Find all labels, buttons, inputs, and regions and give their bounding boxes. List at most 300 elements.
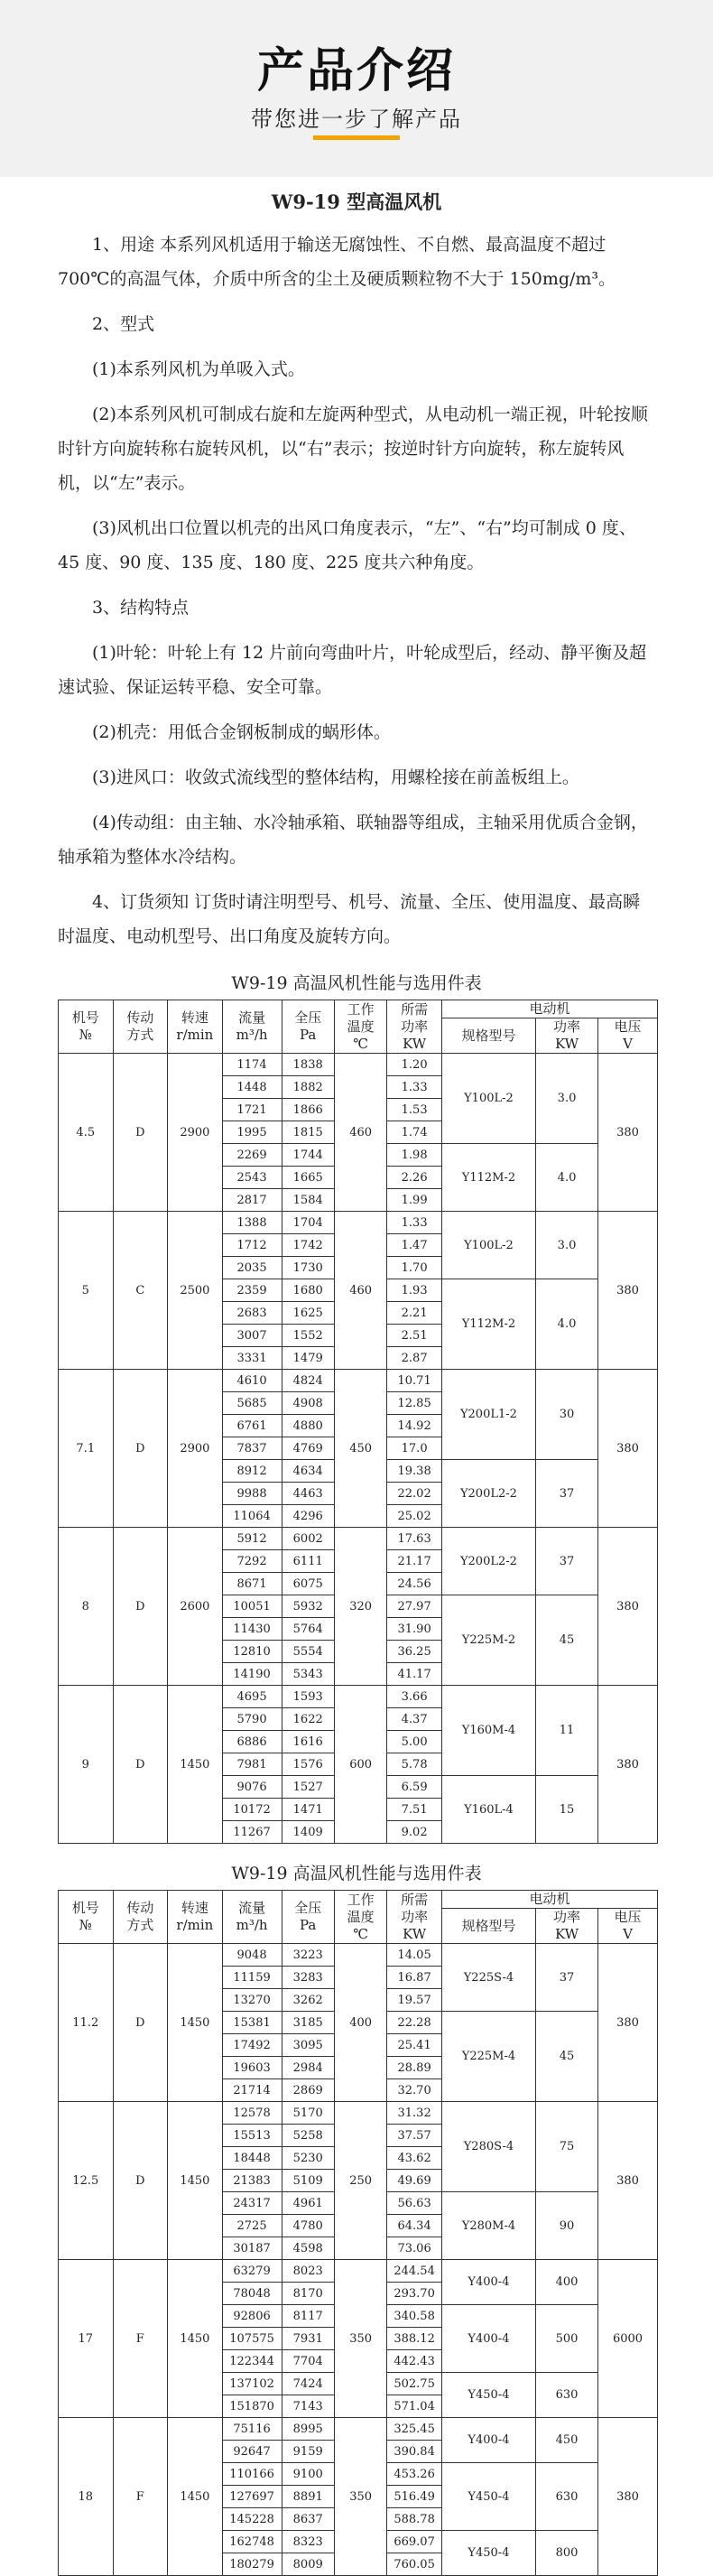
cell-pressure: 4463 xyxy=(282,1483,334,1505)
cell-temp: 460 xyxy=(334,1212,386,1370)
cell-power: 64.34 xyxy=(387,2215,442,2237)
cell-flow: 9048 xyxy=(222,1944,282,1967)
cell-motor-model: Y400-4 xyxy=(441,2305,535,2373)
cell-pressure: 5343 xyxy=(282,1663,334,1686)
cell-power: 19.57 xyxy=(387,1989,442,2012)
cell-temp: 400 xyxy=(334,1944,386,2102)
cell-power: 390.84 xyxy=(387,2441,442,2463)
cell-pressure: 3095 xyxy=(282,2034,334,2057)
cell-flow: 180279 xyxy=(222,2553,282,2576)
cell-pressure: 6111 xyxy=(282,1550,334,1573)
cell-flow: 15381 xyxy=(222,2012,282,2034)
table-row xyxy=(59,1370,658,1392)
cell-motor-kw: 37 xyxy=(536,1528,598,1595)
cell-motor-model: Y100L-2 xyxy=(441,1212,535,1279)
cell-flow: 8671 xyxy=(222,1573,282,1595)
cell-power: 388.12 xyxy=(387,2328,442,2350)
cell-power: 1.98 xyxy=(387,1144,442,1167)
cell-motor-kw: 37 xyxy=(536,1944,598,2012)
cell-motor-model: Y450-4 xyxy=(441,2373,535,2418)
cell-motor-model: Y225M-4 xyxy=(441,2012,535,2102)
cell-flow: 9076 xyxy=(222,1776,282,1799)
page-subtitle: 带您进一步了解产品 xyxy=(251,107,462,132)
cell-flow: 1995 xyxy=(222,1121,282,1144)
cell-power: 2.26 xyxy=(387,1167,442,1189)
cell-power: 1.70 xyxy=(387,1257,442,1279)
cell-flow: 11064 xyxy=(222,1505,282,1528)
cell-flow: 162748 xyxy=(222,2531,282,2553)
cell-flow: 2543 xyxy=(222,1167,282,1189)
cell-power: 73.06 xyxy=(387,2237,442,2260)
cell-power: 32.70 xyxy=(387,2079,442,2102)
paragraph: (3)进风口：收敛式流线型的整体结构，用螺栓接在前盖板组上。 xyxy=(92,767,579,787)
cell-flow: 7837 xyxy=(222,1437,282,1460)
cell-voltage: 6000 xyxy=(598,2260,658,2418)
cell-flow: 19603 xyxy=(222,2057,282,2079)
cell-power: 1.53 xyxy=(387,1099,442,1121)
cell-power: 41.17 xyxy=(387,1663,442,1686)
col-header-speed: 转速 r/min xyxy=(168,1891,223,1944)
cell-speed: 2900 xyxy=(168,1054,223,1212)
cell-flow: 6761 xyxy=(222,1415,282,1437)
paragraph: (2)本系列风机可制成右旋和左旋两种型式，从电动机一端正视，叶轮按顺时针方向旋转称右旋转风机，以“右”表示；按逆时针方向旋转，称左旋转风机，以“左”表示。 xyxy=(58,405,648,493)
cell-pressure: 2869 xyxy=(282,2079,334,2102)
cell-voltage: 380 xyxy=(598,1054,658,1212)
cell-pressure: 3262 xyxy=(282,1989,334,2012)
cell-pressure: 6075 xyxy=(282,1573,334,1595)
cell-flow: 145228 xyxy=(222,2508,282,2531)
cell-flow: 10172 xyxy=(222,1799,282,1821)
cell-voltage: 380 xyxy=(598,1528,658,1686)
cell-speed: 1450 xyxy=(168,2260,223,2418)
paragraph: 1、用途 本系列风机适用于输送无腐蚀性、不自燃、最高温度不超过 700℃的高温气体，介质中所含的尘土及硬质颗粒物不大于 150mg/m³。 xyxy=(58,235,616,289)
table-row xyxy=(59,1054,658,1076)
cell-drive: D xyxy=(113,2102,168,2260)
accent-bar xyxy=(313,135,400,140)
col-header-volt: 电压 V xyxy=(598,1909,658,1944)
cell-speed: 2600 xyxy=(168,1528,223,1686)
col-header-speed: 转速 r/min xyxy=(168,1000,223,1054)
cell-flow: 21383 xyxy=(222,2170,282,2192)
cell-power: 22.02 xyxy=(387,1483,442,1505)
table-title: W9-19 高温风机性能与选用件表 xyxy=(231,1864,482,1883)
cell-drive: F xyxy=(113,2418,168,2576)
cell-pressure: 1584 xyxy=(282,1189,334,1212)
cell-voltage: 380 xyxy=(598,1944,658,2102)
cell-flow: 15513 xyxy=(222,2125,282,2147)
col-header-temp: 工作 温度 ℃ xyxy=(334,1891,386,1944)
header-row xyxy=(59,1891,658,1909)
table-row xyxy=(59,1944,658,1967)
cell-motor-model: Y280M-4 xyxy=(441,2192,535,2260)
document-body xyxy=(58,228,655,953)
cell-power: 2.51 xyxy=(387,1325,442,1347)
cell-pressure: 1744 xyxy=(282,1144,334,1167)
cell-pressure: 1576 xyxy=(282,1753,334,1776)
cell-flow: 11430 xyxy=(222,1618,282,1641)
cell-pressure: 1409 xyxy=(282,1821,334,1844)
paragraph: (4)传动组：由主轴、水冷轴承箱、联轴器等组成，主轴采用优质合金钢，轴承箱为整体水冷结构。 xyxy=(58,813,648,867)
cell-power: 19.38 xyxy=(387,1460,442,1483)
cell-motor-kw: 15 xyxy=(536,1776,598,1844)
cell-drive: D xyxy=(113,1528,168,1686)
cell-machine-no: 5 xyxy=(59,1212,114,1370)
cell-flow: 127697 xyxy=(222,2486,282,2508)
cell-flow: 3331 xyxy=(222,1347,282,1370)
cell-power: 1.20 xyxy=(387,1054,442,1076)
cell-power: 9.02 xyxy=(387,1821,442,1844)
cell-pressure: 5109 xyxy=(282,2170,334,2192)
col-header-pressure: 全压 Pa xyxy=(282,1891,334,1944)
cell-pressure: 9100 xyxy=(282,2463,334,2486)
cell-flow: 14190 xyxy=(222,1663,282,1686)
cell-power: 31.90 xyxy=(387,1618,442,1641)
cell-pressure: 3185 xyxy=(282,2012,334,2034)
col-header-no: 机号 № xyxy=(59,1000,114,1054)
cell-power: 2.21 xyxy=(387,1302,442,1325)
paragraph: 3、结构特点 xyxy=(92,598,190,618)
cell-pressure: 2984 xyxy=(282,2057,334,2079)
cell-power: 760.05 xyxy=(387,2553,442,2576)
cell-motor-kw: 500 xyxy=(536,2305,598,2373)
cell-power: 7.51 xyxy=(387,1799,442,1821)
cell-flow: 2817 xyxy=(222,1189,282,1212)
cell-machine-no: 11.2 xyxy=(59,1944,114,2102)
cell-motor-kw: 45 xyxy=(536,1595,598,1686)
cell-pressure: 1704 xyxy=(282,1212,334,1234)
cell-power: 340.58 xyxy=(387,2305,442,2328)
cell-machine-no: 7.1 xyxy=(59,1370,114,1528)
cell-flow: 5685 xyxy=(222,1392,282,1415)
cell-motor-kw: 45 xyxy=(536,2012,598,2102)
col-header-kw: 功率 KW xyxy=(536,1018,598,1054)
cell-pressure: 7143 xyxy=(282,2395,334,2418)
cell-flow: 1712 xyxy=(222,1234,282,1257)
cell-drive: D xyxy=(113,1686,168,1844)
cell-pressure: 5170 xyxy=(282,2102,334,2125)
cell-motor-kw: 450 xyxy=(536,2418,598,2463)
cell-pressure: 9159 xyxy=(282,2441,334,2463)
cell-flow: 1721 xyxy=(222,1099,282,1121)
cell-flow: 1174 xyxy=(222,1054,282,1076)
cell-power: 17.0 xyxy=(387,1437,442,1460)
cell-power: 1.74 xyxy=(387,1121,442,1144)
cell-power: 14.05 xyxy=(387,1944,442,1967)
cell-flow: 8912 xyxy=(222,1460,282,1483)
cell-power: 453.26 xyxy=(387,2463,442,2486)
cell-flow: 1448 xyxy=(222,1076,282,1099)
cell-pressure: 8637 xyxy=(282,2508,334,2531)
cell-pressure: 4598 xyxy=(282,2237,334,2260)
table-row xyxy=(59,1528,658,1550)
cell-motor-kw: 90 xyxy=(536,2192,598,2260)
col-header-motor: 电动机 xyxy=(441,1000,657,1018)
cell-power: 5.00 xyxy=(387,1731,442,1753)
cell-motor-kw: 630 xyxy=(536,2463,598,2531)
cell-speed: 1450 xyxy=(168,1686,223,1844)
cell-flow: 13270 xyxy=(222,1989,282,2012)
paragraph: (1)本系列风机为单吸入式。 xyxy=(92,359,305,379)
cell-flow: 2359 xyxy=(222,1279,282,1302)
cell-pressure: 3283 xyxy=(282,1967,334,1989)
col-header-drive: 传动 方式 xyxy=(113,1891,168,1944)
cell-pressure: 4824 xyxy=(282,1370,334,1392)
cell-power: 22.28 xyxy=(387,2012,442,2034)
cell-voltage: 380 xyxy=(598,1370,658,1528)
cell-power: 5.78 xyxy=(387,1753,442,1776)
cell-flow: 63279 xyxy=(222,2260,282,2283)
cell-pressure: 7424 xyxy=(282,2373,334,2395)
cell-pressure: 1593 xyxy=(282,1686,334,1708)
cell-pressure: 5230 xyxy=(282,2147,334,2170)
cell-motor-model: Y225M-2 xyxy=(441,1595,535,1686)
cell-power: 43.62 xyxy=(387,2147,442,2170)
document-title: W9-19 型高温风机 xyxy=(271,191,442,213)
cell-flow: 24317 xyxy=(222,2192,282,2215)
cell-pressure: 8323 xyxy=(282,2531,334,2553)
cell-power: 36.25 xyxy=(387,1641,442,1663)
cell-motor-kw: 4.0 xyxy=(536,1144,598,1212)
table-row xyxy=(59,1686,658,1708)
product-document xyxy=(0,188,713,2576)
cell-flow: 11267 xyxy=(222,1821,282,1844)
cell-temp: 350 xyxy=(334,2260,386,2418)
cell-drive: D xyxy=(113,1944,168,2102)
cell-motor-model: Y225S-4 xyxy=(441,1944,535,2012)
cell-pressure: 8170 xyxy=(282,2283,334,2305)
cell-flow: 2269 xyxy=(222,1144,282,1167)
cell-pressure: 4961 xyxy=(282,2192,334,2215)
cell-power: 25.41 xyxy=(387,2034,442,2057)
cell-power: 3.66 xyxy=(387,1686,442,1708)
cell-motor-model: Y112M-2 xyxy=(441,1144,535,1212)
cell-motor-kw: 4.0 xyxy=(536,1279,598,1370)
cell-power: 4.37 xyxy=(387,1708,442,1731)
table-title: W9-19 高温风机性能与选用件表 xyxy=(231,973,482,993)
cell-pressure: 1665 xyxy=(282,1167,334,1189)
cell-flow: 107575 xyxy=(222,2328,282,2350)
cell-pressure: 4296 xyxy=(282,1505,334,1528)
cell-pressure: 4880 xyxy=(282,1415,334,1437)
cell-flow: 4610 xyxy=(222,1370,282,1392)
col-header-power: 所需 功率 KW xyxy=(387,1891,442,1944)
cell-motor-model: Y200L2-2 xyxy=(441,1460,535,1528)
cell-power: 1.93 xyxy=(387,1279,442,1302)
cell-flow: 9988 xyxy=(222,1483,282,1505)
col-header-flow: 流量 m³/h xyxy=(222,1891,282,1944)
cell-power: 25.02 xyxy=(387,1505,442,1528)
cell-speed: 2900 xyxy=(168,1370,223,1528)
cell-flow: 110166 xyxy=(222,2463,282,2486)
cell-speed: 1450 xyxy=(168,2418,223,2576)
cell-pressure: 1527 xyxy=(282,1776,334,1799)
table-row xyxy=(59,1212,658,1234)
col-header-power: 所需 功率 KW xyxy=(387,1000,442,1054)
cell-flow: 122344 xyxy=(222,2350,282,2373)
cell-power: 31.32 xyxy=(387,2102,442,2125)
cell-flow: 11159 xyxy=(222,1967,282,1989)
cell-motor-model: Y112M-2 xyxy=(441,1279,535,1370)
cell-flow: 12810 xyxy=(222,1641,282,1663)
cell-temp: 320 xyxy=(334,1528,386,1686)
cell-power: 6.59 xyxy=(387,1776,442,1799)
cell-temp: 600 xyxy=(334,1686,386,1844)
cell-pressure: 6002 xyxy=(282,1528,334,1550)
cell-motor-kw: 3.0 xyxy=(536,1212,598,1279)
cell-pressure: 8995 xyxy=(282,2418,334,2441)
cell-pressure: 1616 xyxy=(282,1731,334,1753)
cell-flow: 3007 xyxy=(222,1325,282,1347)
cell-power: 1.33 xyxy=(387,1212,442,1234)
cell-power: 14.92 xyxy=(387,1415,442,1437)
cell-power: 244.54 xyxy=(387,2260,442,2283)
cell-motor-kw: 800 xyxy=(536,2531,598,2576)
cell-motor-kw: 37 xyxy=(536,1460,598,1528)
col-header-volt: 电压 V xyxy=(598,1018,658,1054)
cell-flow: 92806 xyxy=(222,2305,282,2328)
cell-power: 17.63 xyxy=(387,1528,442,1550)
cell-flow: 75116 xyxy=(222,2418,282,2441)
cell-flow: 137102 xyxy=(222,2373,282,2395)
paragraph: (3)风机出口位置以机壳的出风口角度表示，“左”、“右”均可制成 0 度、45 度、90 度、135 度、180 度、225 度共六种角度。 xyxy=(58,518,636,572)
cell-flow: 151870 xyxy=(222,2395,282,2418)
cell-machine-no: 9 xyxy=(59,1686,114,1844)
cell-speed: 2500 xyxy=(168,1212,223,1370)
cell-power: 588.78 xyxy=(387,2508,442,2531)
cell-flow: 78048 xyxy=(222,2283,282,2305)
cell-pressure: 5554 xyxy=(282,1641,334,1663)
cell-flow: 5912 xyxy=(222,1528,282,1550)
cell-power: 293.70 xyxy=(387,2283,442,2305)
cell-flow: 92647 xyxy=(222,2441,282,2463)
cell-pressure: 5764 xyxy=(282,1618,334,1641)
cell-motor-kw: 30 xyxy=(536,1370,598,1460)
page-header xyxy=(0,0,713,177)
cell-pressure: 8891 xyxy=(282,2486,334,2508)
cell-pressure: 1742 xyxy=(282,1234,334,1257)
cell-pressure: 1730 xyxy=(282,1257,334,1279)
performance-table xyxy=(58,1000,658,1844)
cell-pressure: 1838 xyxy=(282,1054,334,1076)
cell-machine-no: 8 xyxy=(59,1528,114,1686)
cell-motor-model: Y450-4 xyxy=(441,2463,535,2531)
cell-pressure: 8117 xyxy=(282,2305,334,2328)
cell-pressure: 3223 xyxy=(282,1944,334,1967)
cell-voltage: 380 xyxy=(598,2418,658,2576)
cell-power: 442.43 xyxy=(387,2350,442,2373)
col-header-pressure: 全压 Pa xyxy=(282,1000,334,1054)
cell-flow: 1388 xyxy=(222,1212,282,1234)
cell-pressure: 5258 xyxy=(282,2125,334,2147)
cell-power: 502.75 xyxy=(387,2373,442,2395)
cell-pressure: 1815 xyxy=(282,1121,334,1144)
table-row xyxy=(59,2418,658,2441)
cell-power: 2.87 xyxy=(387,1347,442,1370)
cell-power: 669.07 xyxy=(387,2531,442,2553)
cell-power: 12.85 xyxy=(387,1392,442,1415)
cell-power: 1.33 xyxy=(387,1076,442,1099)
cell-machine-no: 4.5 xyxy=(59,1054,114,1212)
cell-pressure: 1552 xyxy=(282,1325,334,1347)
cell-temp: 460 xyxy=(334,1054,386,1212)
cell-motor-model: Y160L-4 xyxy=(441,1776,535,1844)
cell-motor-kw: 630 xyxy=(536,2373,598,2418)
cell-flow: 6886 xyxy=(222,1731,282,1753)
cell-power: 325.45 xyxy=(387,2418,442,2441)
cell-motor-model: Y200L1-2 xyxy=(441,1370,535,1460)
cell-pressure: 1882 xyxy=(282,1076,334,1099)
cell-motor-model: Y100L-2 xyxy=(441,1054,535,1144)
cell-power: 1.47 xyxy=(387,1234,442,1257)
cell-speed: 1450 xyxy=(168,1944,223,2102)
col-header-motor: 电动机 xyxy=(441,1891,657,1909)
cell-pressure: 5932 xyxy=(282,1595,334,1618)
cell-pressure: 8009 xyxy=(282,2553,334,2576)
cell-motor-model: Y280S-4 xyxy=(441,2102,535,2192)
cell-motor-kw: 3.0 xyxy=(536,1054,598,1144)
cell-power: 571.04 xyxy=(387,2395,442,2418)
paragraph: 4、订货须知 订货时请注明型号、机号、流量、全压、使用温度、最高瞬时温度、电动机型号、出口角度及旋转方向。 xyxy=(58,892,641,946)
cell-motor-model: Y450-4 xyxy=(441,2531,535,2576)
cell-temp: 250 xyxy=(334,2102,386,2260)
cell-pressure: 7931 xyxy=(282,2328,334,2350)
cell-pressure: 1866 xyxy=(282,1099,334,1121)
cell-machine-no: 12.5 xyxy=(59,2102,114,2260)
paragraph: 2、型式 xyxy=(92,314,155,334)
cell-pressure: 1479 xyxy=(282,1347,334,1370)
cell-motor-model: Y400-4 xyxy=(441,2260,535,2305)
cell-flow: 5790 xyxy=(222,1708,282,1731)
cell-motor-model: Y160M-4 xyxy=(441,1686,535,1776)
col-header-no: 机号 № xyxy=(59,1891,114,1944)
cell-voltage: 380 xyxy=(598,1212,658,1370)
cell-drive: C xyxy=(113,1212,168,1370)
cell-flow: 7981 xyxy=(222,1753,282,1776)
cell-pressure: 4908 xyxy=(282,1392,334,1415)
cell-machine-no: 17 xyxy=(59,2260,114,2418)
table-row xyxy=(59,2260,658,2283)
cell-pressure: 4769 xyxy=(282,1437,334,1460)
performance-table xyxy=(58,1890,658,2576)
cell-speed: 1450 xyxy=(168,2102,223,2260)
col-header-flow: 流量 m³/h xyxy=(222,1000,282,1054)
cell-power: 56.63 xyxy=(387,2192,442,2215)
cell-motor-model: Y400-4 xyxy=(441,2418,535,2463)
cell-pressure: 4780 xyxy=(282,2215,334,2237)
col-header-temp: 工作 温度 ℃ xyxy=(334,1000,386,1054)
col-header-kw: 功率 KW xyxy=(536,1909,598,1944)
paragraph: (2)机壳：用低合金钢板制成的蜗形体。 xyxy=(92,722,391,742)
spec-tables xyxy=(58,970,655,2576)
cell-pressure: 1680 xyxy=(282,1279,334,1302)
cell-motor-kw: 11 xyxy=(536,1686,598,1776)
cell-flow: 2683 xyxy=(222,1302,282,1325)
cell-power: 516.49 xyxy=(387,2486,442,2508)
col-header-model: 规格型号 xyxy=(441,1018,535,1054)
cell-drive: D xyxy=(113,1054,168,1212)
cell-flow: 12578 xyxy=(222,2102,282,2125)
cell-motor-kw: 400 xyxy=(536,2260,598,2305)
table-row xyxy=(59,2102,658,2125)
cell-pressure: 4634 xyxy=(282,1460,334,1483)
cell-motor-model: Y200L2-2 xyxy=(441,1528,535,1595)
paragraph: (1)叶轮：叶轮上有 12 片前向弯曲叶片，叶轮成型后，经动、静平衡及超速试验、保证运转平稳、安全可靠。 xyxy=(58,643,647,697)
cell-pressure: 1471 xyxy=(282,1799,334,1821)
cell-motor-kw: 75 xyxy=(536,2102,598,2192)
header-row xyxy=(59,1000,658,1018)
cell-flow: 2035 xyxy=(222,1257,282,1279)
cell-flow: 18448 xyxy=(222,2147,282,2170)
